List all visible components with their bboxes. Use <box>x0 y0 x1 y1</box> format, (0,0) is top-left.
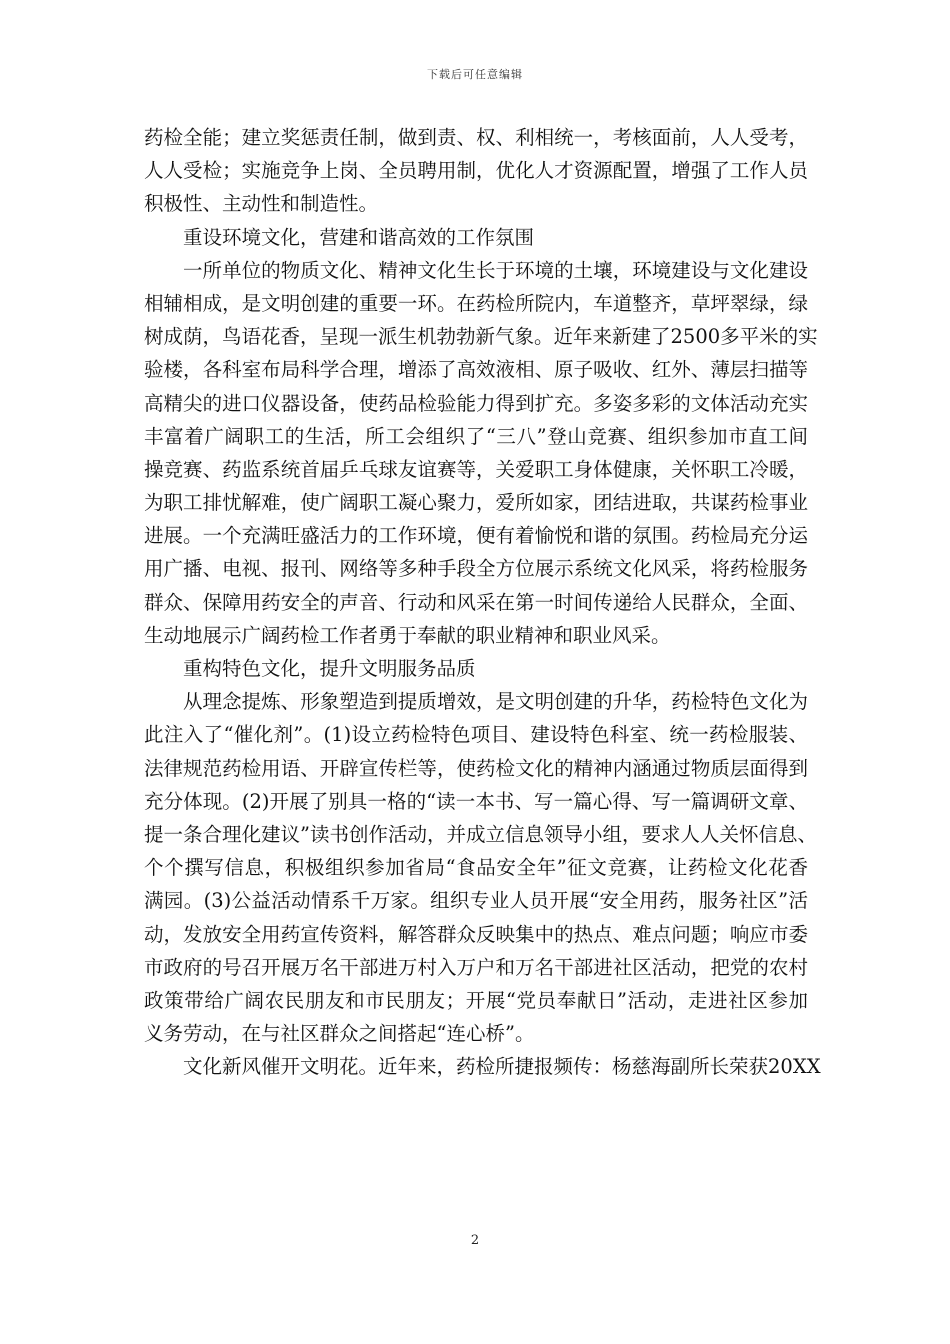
paragraph-line: 此注入了“催化剂”。(1)设立药检特色项目、建设特色科室、统一药检服装、 <box>144 723 808 747</box>
paragraph-line: 群众、保障用药安全的声音、行动和风采在第一时间传递给人民群众，全面、 <box>144 590 808 614</box>
paragraph-line: 操竞赛、药监系统首届乒乓球友谊赛等，关爱职工身体健康，关怀职工冷暖， <box>144 457 808 481</box>
paragraph-line: 动，发放安全用药宣传资料，解答群众反映集中的热点、难点问题；响应市委 <box>144 922 808 946</box>
paragraph-line: 药检全能；建立奖惩责任制，做到责、权、利相统一，考核面前，人人受考， <box>144 126 808 149</box>
paragraph-line: 人人受检；实施竞争上岗、全员聘用制，优化人才资源配置，增强了工作人员 <box>144 159 808 183</box>
paragraph-line: 市政府的号召开展万名干部进万村入万户和万名干部进社区活动，把党的农村 <box>144 955 808 979</box>
paragraph-line: 个个撰写信息，积极组织参加省局“食品安全年”征文竞赛，让药检文化花香 <box>144 856 808 880</box>
paragraph-line: 积极性、主动性和制造性。 <box>144 192 379 216</box>
paragraph-line: 义务劳动，在与社区群众之间搭起“连心桥”。 <box>144 1022 535 1046</box>
paragraph-line: 相辅相成，是文明创建的重要一环。在药检所院内，车道整齐，草坪翠绿，绿 <box>144 291 808 315</box>
paragraph-line: 高精尖的进口仪器设备，使药品检验能力得到扩充。多姿多彩的文体活动充实 <box>144 391 808 415</box>
paragraph-line: 树成荫，鸟语花香，呈现一派生机勃勃新气象。近年来新建了2500多平米的实 <box>144 325 818 349</box>
paragraph-line: 提一条合理化建议”读书创作活动，并成立信息领导小组，要求人人关怀信息、 <box>144 822 817 846</box>
document-body <box>144 121 821 1083</box>
paragraph-line: 生动地展示广阔药检工作者勇于奉献的职业精神和职业风采。 <box>144 623 671 647</box>
paragraph-line: 政策带给广阔农民朋友和市民朋友；开展“党员奉献日”活动，走进社区参加 <box>144 988 808 1012</box>
paragraph-line: 满园。(3)公益活动情系千万家。组织专业人员开展“安全用药，服务社区”活 <box>144 889 808 913</box>
paragraph-line: 用广播、电视、报刊、网络等多种手段全方位展示系统文化风采，将药检服务 <box>144 557 808 581</box>
paragraph-line: 验楼，各科室布局科学合理，增添了高效液相、原子吸收、红外、薄层扫描等 <box>144 358 808 382</box>
paragraph-line: 充分体现。(2)开展了别具一格的“读一本书、写一篇心得、写一篇调研文章、 <box>144 789 808 813</box>
page-header: 下载后可任意编辑 <box>427 68 523 81</box>
paragraph-line: 一所单位的物质文化、精神文化生长于环境的土壤，环境建设与文化建设 <box>183 258 808 282</box>
section-heading: 重设环境文化，营建和谐高效的工作氛围 <box>183 225 535 249</box>
page-number: 2 <box>470 1233 480 1248</box>
section-heading: 重构特色文化，提升文明服务品质 <box>183 657 476 680</box>
paragraph-line: 文化新风催开文明花。近年来，药检所捷报频传：杨慈海副所长荣获20XX <box>183 1055 821 1079</box>
paragraph-line: 法律规范药检用语、开辟宣传栏等，使药检文化的精神内涵通过物质层面得到 <box>144 756 808 780</box>
paragraph-line: 进展。一个充满旺盛活力的工作环境，便有着愉悦和谐的氛围。药检局充分运 <box>144 524 808 548</box>
paragraph-line: 为职工排忧解难，使广阔职工凝心聚力，爱所如家，团结进取，共谋药检事业 <box>144 491 808 515</box>
paragraph-line: 从理念提炼、形象塑造到提质增效，是文明创建的升华，药检特色文化为 <box>183 690 808 714</box>
paragraph-line: 丰富着广阔职工的生活，所工会组织了“三八”登山竞赛、组织参加市直工间 <box>144 424 808 448</box>
